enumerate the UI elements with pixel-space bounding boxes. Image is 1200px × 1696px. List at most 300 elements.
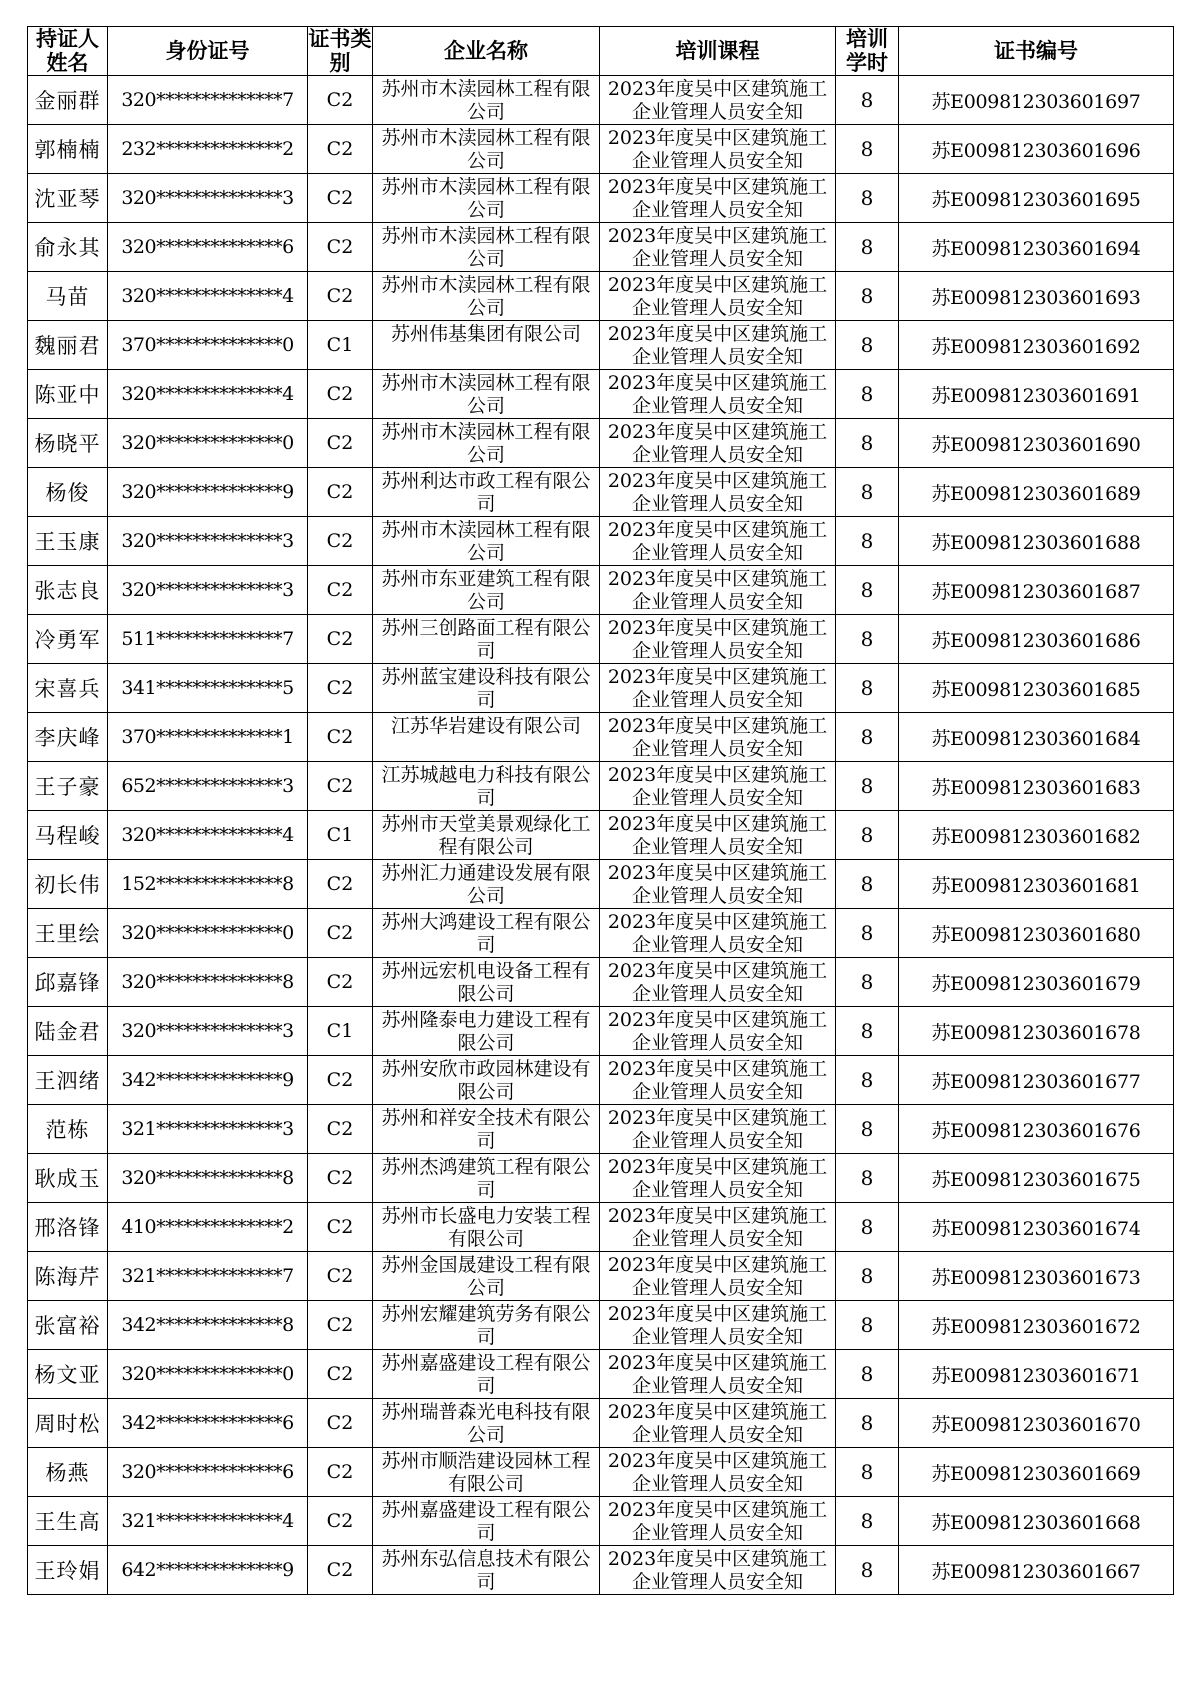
- holder-name-cell: 耿成玉: [28, 1154, 108, 1203]
- hours-cell: 8: [836, 125, 899, 174]
- holder-name-cell: 张富裕: [28, 1301, 108, 1350]
- hours-cell: 8: [836, 566, 899, 615]
- company-cell: [373, 370, 600, 419]
- table-row: [28, 1203, 1174, 1252]
- cert-number-cell: 苏E009812303601674: [899, 1203, 1174, 1252]
- cert-number-cell: 苏E009812303601690: [899, 419, 1174, 468]
- course-text: 2023年度吴中区建筑施工企业管理人员安全知: [607, 714, 828, 760]
- cert-type-cell: C2: [308, 860, 373, 909]
- holder-name-cell: 陈海芹: [28, 1252, 108, 1301]
- hours-cell: 8: [836, 860, 899, 909]
- company-cell: [373, 615, 600, 664]
- cert-type-cell: C2: [308, 370, 373, 419]
- company-text: 苏州市木渎园林工程有限公司: [381, 126, 591, 172]
- hours-cell: 8: [836, 370, 899, 419]
- company-cell: [373, 1056, 600, 1105]
- cert-type-cell: C2: [308, 958, 373, 1007]
- course-cell: [600, 713, 836, 762]
- cert-type-cell: C2: [308, 1252, 373, 1301]
- course-cell: [600, 1105, 836, 1154]
- company-text: 苏州蓝宝建设科技有限公司: [381, 665, 591, 711]
- course-cell: [600, 1350, 836, 1399]
- company-text: 苏州利达市政工程有限公司: [381, 469, 591, 515]
- company-cell: [373, 174, 600, 223]
- company-cell: [373, 958, 600, 1007]
- table-row: [28, 1154, 1174, 1203]
- hours-cell: 8: [836, 1203, 899, 1252]
- course-cell: [600, 1497, 836, 1546]
- cert-type-cell: C2: [308, 909, 373, 958]
- cert-type-cell: C2: [308, 1448, 373, 1497]
- course-cell: [600, 1399, 836, 1448]
- holder-name-cell: 范栋: [28, 1105, 108, 1154]
- company-text: 苏州金国晟建设工程有限公司: [381, 1253, 591, 1299]
- company-cell: [373, 468, 600, 517]
- hours-cell: 8: [836, 419, 899, 468]
- cert-number-cell: 苏E009812303601671: [899, 1350, 1174, 1399]
- cert-number-cell: 苏E009812303601682: [899, 811, 1174, 860]
- course-cell: [600, 958, 836, 1007]
- cert-number-cell: 苏E009812303601670: [899, 1399, 1174, 1448]
- company-cell: [373, 566, 600, 615]
- course-cell: [600, 1203, 836, 1252]
- cert-number-cell: 苏E009812303601676: [899, 1105, 1174, 1154]
- course-cell: [600, 517, 836, 566]
- cert-number-cell: 苏E009812303601678: [899, 1007, 1174, 1056]
- id-number-cell: 652**************3: [108, 762, 308, 811]
- cert-type-cell: C2: [308, 272, 373, 321]
- course-text: 2023年度吴中区建筑施工企业管理人员安全知: [607, 1498, 828, 1544]
- hours-cell: 8: [836, 615, 899, 664]
- course-text: 2023年度吴中区建筑施工企业管理人员安全知: [607, 959, 828, 1005]
- certificate-roster: [27, 26, 1173, 1595]
- cert-type-cell: C2: [308, 174, 373, 223]
- company-cell: [373, 272, 600, 321]
- id-number-cell: 320**************4: [108, 811, 308, 860]
- cert-number-cell: 苏E009812303601673: [899, 1252, 1174, 1301]
- course-text: 2023年度吴中区建筑施工企业管理人员安全知: [607, 420, 828, 466]
- cert-type-cell: C2: [308, 664, 373, 713]
- header-company: 企业名称: [373, 27, 600, 76]
- table-row: [28, 370, 1174, 419]
- id-number-cell: 511**************7: [108, 615, 308, 664]
- holder-name-cell: 王泗绪: [28, 1056, 108, 1105]
- cert-type-cell: C1: [308, 811, 373, 860]
- id-number-cell: 410**************2: [108, 1203, 308, 1252]
- company-cell: [373, 762, 600, 811]
- cert-type-cell: C2: [308, 517, 373, 566]
- cert-type-cell: C2: [308, 1350, 373, 1399]
- id-number-cell: 320**************3: [108, 566, 308, 615]
- hours-cell: 8: [836, 1007, 899, 1056]
- course-text: 2023年度吴中区建筑施工企业管理人员安全知: [607, 469, 828, 515]
- id-number-cell: 320**************8: [108, 1154, 308, 1203]
- id-number-cell: 152**************8: [108, 860, 308, 909]
- company-cell: [373, 1301, 600, 1350]
- course-cell: [600, 860, 836, 909]
- hours-cell: 8: [836, 713, 899, 762]
- course-cell: [600, 909, 836, 958]
- id-number-cell: 642**************9: [108, 1546, 308, 1595]
- cert-number-cell: 苏E009812303601693: [899, 272, 1174, 321]
- id-number-cell: 320**************3: [108, 174, 308, 223]
- hours-cell: 8: [836, 1056, 899, 1105]
- id-number-cell: 320**************0: [108, 1350, 308, 1399]
- hours-cell: 8: [836, 1399, 899, 1448]
- cert-number-cell: 苏E009812303601687: [899, 566, 1174, 615]
- hours-cell: 8: [836, 664, 899, 713]
- cert-number-cell: 苏E009812303601694: [899, 223, 1174, 272]
- holder-name-cell: 邢洛锋: [28, 1203, 108, 1252]
- header-holder-name: 持证人姓名: [28, 27, 108, 76]
- table-row: [28, 664, 1174, 713]
- hours-cell: 8: [836, 909, 899, 958]
- company-text: 苏州市木渎园林工程有限公司: [381, 273, 591, 319]
- hours-cell: 8: [836, 1497, 899, 1546]
- course-text: 2023年度吴中区建筑施工企业管理人员安全知: [607, 1253, 828, 1299]
- course-text: 2023年度吴中区建筑施工企业管理人员安全知: [607, 1302, 828, 1348]
- company-cell: [373, 1350, 600, 1399]
- holder-name-cell: 俞永其: [28, 223, 108, 272]
- course-text: 2023年度吴中区建筑施工企业管理人员安全知: [607, 1008, 828, 1054]
- course-text: 2023年度吴中区建筑施工企业管理人员安全知: [607, 1204, 828, 1250]
- hours-cell: 8: [836, 1105, 899, 1154]
- cert-number-cell: 苏E009812303601667: [899, 1546, 1174, 1595]
- table-row: [28, 1105, 1174, 1154]
- holder-name-cell: 冷勇军: [28, 615, 108, 664]
- holder-name-cell: 杨俊: [28, 468, 108, 517]
- cert-type-cell: C2: [308, 1203, 373, 1252]
- course-cell: [600, 321, 836, 370]
- hours-cell: 8: [836, 1350, 899, 1399]
- hours-cell: 8: [836, 1448, 899, 1497]
- course-cell: [600, 272, 836, 321]
- company-text: 苏州杰鸿建筑工程有限公司: [381, 1155, 591, 1201]
- company-text: 苏州市顺浩建设园林工程有限公司: [381, 1449, 591, 1495]
- cert-number-cell: 苏E009812303601680: [899, 909, 1174, 958]
- cert-number-cell: 苏E009812303601681: [899, 860, 1174, 909]
- company-cell: [373, 811, 600, 860]
- company-text: 苏州汇力通建设发展有限公司: [381, 861, 591, 907]
- company-text: 苏州市木渎园林工程有限公司: [381, 175, 591, 221]
- course-cell: [600, 1007, 836, 1056]
- table-row: [28, 1399, 1174, 1448]
- company-cell: [373, 1399, 600, 1448]
- course-cell: [600, 1056, 836, 1105]
- hours-cell: 8: [836, 76, 899, 125]
- course-cell: [600, 468, 836, 517]
- cert-type-cell: C2: [308, 1546, 373, 1595]
- course-cell: [600, 1252, 836, 1301]
- table-row: [28, 419, 1174, 468]
- id-number-cell: 320**************7: [108, 76, 308, 125]
- hours-cell: 8: [836, 1546, 899, 1595]
- course-text: 2023年度吴中区建筑施工企业管理人员安全知: [607, 518, 828, 564]
- course-text: 2023年度吴中区建筑施工企业管理人员安全知: [607, 1449, 828, 1495]
- holder-name-cell: 王里绘: [28, 909, 108, 958]
- company-cell: [373, 1448, 600, 1497]
- hours-cell: 8: [836, 958, 899, 1007]
- course-text: 2023年度吴中区建筑施工企业管理人员安全知: [607, 1057, 828, 1103]
- holder-name-cell: 马苗: [28, 272, 108, 321]
- company-text: 苏州大鸿建设工程有限公司: [381, 910, 591, 956]
- table-row: [28, 1056, 1174, 1105]
- table-row: [28, 174, 1174, 223]
- company-cell: [373, 76, 600, 125]
- company-text: 苏州市木渎园林工程有限公司: [381, 77, 591, 123]
- holder-name-cell: 马程峻: [28, 811, 108, 860]
- holder-name-cell: 魏丽君: [28, 321, 108, 370]
- course-text: 2023年度吴中区建筑施工企业管理人员安全知: [607, 1547, 828, 1593]
- table-row: [28, 762, 1174, 811]
- holder-name-cell: 陆金君: [28, 1007, 108, 1056]
- cert-type-cell: C2: [308, 1497, 373, 1546]
- course-text: 2023年度吴中区建筑施工企业管理人员安全知: [607, 1155, 828, 1201]
- company-cell: [373, 517, 600, 566]
- company-text: 苏州市东亚建筑工程有限公司: [381, 567, 591, 613]
- cert-type-cell: C2: [308, 713, 373, 762]
- table-row: [28, 272, 1174, 321]
- cert-number-cell: 苏E009812303601697: [899, 76, 1174, 125]
- hours-cell: 8: [836, 811, 899, 860]
- course-text: 2023年度吴中区建筑施工企业管理人员安全知: [607, 812, 828, 858]
- holder-name-cell: 王生高: [28, 1497, 108, 1546]
- holder-name-cell: 沈亚琴: [28, 174, 108, 223]
- table-row: [28, 1301, 1174, 1350]
- course-text: 2023年度吴中区建筑施工企业管理人员安全知: [607, 861, 828, 907]
- cert-number-cell: 苏E009812303601668: [899, 1497, 1174, 1546]
- course-text: 2023年度吴中区建筑施工企业管理人员安全知: [607, 371, 828, 417]
- company-text: 苏州嘉盛建设工程有限公司: [381, 1498, 591, 1544]
- hours-cell: 8: [836, 1252, 899, 1301]
- course-cell: [600, 370, 836, 419]
- company-text: 苏州市天堂美景观绿化工程有限公司: [381, 812, 591, 858]
- company-cell: [373, 1546, 600, 1595]
- id-number-cell: 320**************6: [108, 223, 308, 272]
- cert-type-cell: C2: [308, 1105, 373, 1154]
- table-row: [28, 909, 1174, 958]
- company-text: 苏州宏耀建筑劳务有限公司: [381, 1302, 591, 1348]
- course-text: 2023年度吴中区建筑施工企业管理人员安全知: [607, 616, 828, 662]
- course-cell: [600, 1154, 836, 1203]
- holder-name-cell: 邱嘉锋: [28, 958, 108, 1007]
- course-text: 2023年度吴中区建筑施工企业管理人员安全知: [607, 77, 828, 123]
- table-row: [28, 713, 1174, 762]
- table-row: [28, 958, 1174, 1007]
- id-number-cell: 321**************7: [108, 1252, 308, 1301]
- table-row: [28, 468, 1174, 517]
- course-cell: [600, 1546, 836, 1595]
- id-number-cell: 370**************1: [108, 713, 308, 762]
- id-number-cell: 342**************8: [108, 1301, 308, 1350]
- course-text: 2023年度吴中区建筑施工企业管理人员安全知: [607, 665, 828, 711]
- id-number-cell: 232**************2: [108, 125, 308, 174]
- company-cell: [373, 125, 600, 174]
- cert-type-cell: C2: [308, 76, 373, 125]
- table-row: [28, 566, 1174, 615]
- hours-cell: 8: [836, 174, 899, 223]
- course-text: 2023年度吴中区建筑施工企业管理人员安全知: [607, 1351, 828, 1397]
- course-text: 2023年度吴中区建筑施工企业管理人员安全知: [607, 126, 828, 172]
- company-text: 苏州嘉盛建设工程有限公司: [381, 1351, 591, 1397]
- holder-name-cell: 周时松: [28, 1399, 108, 1448]
- id-number-cell: 342**************9: [108, 1056, 308, 1105]
- course-cell: [600, 1301, 836, 1350]
- hours-cell: 8: [836, 1154, 899, 1203]
- id-number-cell: 370**************0: [108, 321, 308, 370]
- cert-number-cell: 苏E009812303601669: [899, 1448, 1174, 1497]
- company-text: 苏州市木渎园林工程有限公司: [381, 518, 591, 564]
- company-cell: [373, 860, 600, 909]
- id-number-cell: 320**************4: [108, 272, 308, 321]
- cert-number-cell: 苏E009812303601691: [899, 370, 1174, 419]
- table-row: [28, 223, 1174, 272]
- cert-number-cell: 苏E009812303601686: [899, 615, 1174, 664]
- company-cell: [373, 321, 600, 370]
- header-row: [28, 27, 1174, 76]
- cert-number-cell: 苏E009812303601685: [899, 664, 1174, 713]
- company-text: 江苏华岩建设有限公司: [390, 714, 581, 737]
- id-number-cell: 320**************4: [108, 370, 308, 419]
- holder-name-cell: 郭楠楠: [28, 125, 108, 174]
- table-row: [28, 517, 1174, 566]
- course-cell: [600, 615, 836, 664]
- hours-cell: 8: [836, 762, 899, 811]
- company-text: 苏州远宏机电设备工程有限公司: [381, 959, 591, 1005]
- id-number-cell: 320**************0: [108, 419, 308, 468]
- course-text: 2023年度吴中区建筑施工企业管理人员安全知: [607, 763, 828, 809]
- table-row: [28, 321, 1174, 370]
- cert-type-cell: C2: [308, 468, 373, 517]
- holder-name-cell: 杨燕: [28, 1448, 108, 1497]
- holder-name-cell: 杨文亚: [28, 1350, 108, 1399]
- header-cert-number: 证书编号: [899, 27, 1174, 76]
- hours-cell: 8: [836, 1301, 899, 1350]
- cert-number-cell: 苏E009812303601675: [899, 1154, 1174, 1203]
- course-cell: [600, 125, 836, 174]
- id-number-cell: 320**************3: [108, 1007, 308, 1056]
- cert-number-cell: 苏E009812303601684: [899, 713, 1174, 762]
- cert-type-cell: C1: [308, 1007, 373, 1056]
- id-number-cell: 341**************5: [108, 664, 308, 713]
- cert-number-cell: 苏E009812303601679: [899, 958, 1174, 1007]
- course-cell: [600, 566, 836, 615]
- course-text: 2023年度吴中区建筑施工企业管理人员安全知: [607, 910, 828, 956]
- cert-type-cell: C2: [308, 615, 373, 664]
- table-row: [28, 1497, 1174, 1546]
- table-row: [28, 125, 1174, 174]
- company-text: 苏州伟基集团有限公司: [390, 322, 581, 345]
- company-text: 江苏城越电力科技有限公司: [381, 763, 591, 809]
- company-text: 苏州和祥安全技术有限公司: [381, 1106, 591, 1152]
- company-cell: [373, 1007, 600, 1056]
- company-cell: [373, 664, 600, 713]
- holder-name-cell: 金丽群: [28, 76, 108, 125]
- table-row: [28, 1007, 1174, 1056]
- company-cell: [373, 223, 600, 272]
- cert-type-cell: C2: [308, 125, 373, 174]
- course-cell: [600, 76, 836, 125]
- company-text: 苏州市木渎园林工程有限公司: [381, 371, 591, 417]
- company-text: 苏州市木渎园林工程有限公司: [381, 224, 591, 270]
- course-text: 2023年度吴中区建筑施工企业管理人员安全知: [607, 273, 828, 319]
- holder-name-cell: 张志良: [28, 566, 108, 615]
- course-cell: [600, 1448, 836, 1497]
- cert-number-cell: 苏E009812303601672: [899, 1301, 1174, 1350]
- id-number-cell: 320**************3: [108, 517, 308, 566]
- cert-type-cell: C2: [308, 762, 373, 811]
- course-text: 2023年度吴中区建筑施工企业管理人员安全知: [607, 224, 828, 270]
- company-cell: [373, 713, 600, 762]
- cert-type-cell: C2: [308, 223, 373, 272]
- company-text: 苏州隆泰电力建设工程有限公司: [381, 1008, 591, 1054]
- roster-table: [27, 26, 1174, 1595]
- company-cell: [373, 1105, 600, 1154]
- company-cell: [373, 1497, 600, 1546]
- hours-cell: 8: [836, 517, 899, 566]
- company-text: 苏州三创路面工程有限公司: [381, 616, 591, 662]
- cert-number-cell: 苏E009812303601695: [899, 174, 1174, 223]
- holder-name-cell: 李庆峰: [28, 713, 108, 762]
- course-text: 2023年度吴中区建筑施工企业管理人员安全知: [607, 1106, 828, 1152]
- course-cell: [600, 223, 836, 272]
- cert-type-cell: C2: [308, 1056, 373, 1105]
- cert-number-cell: 苏E009812303601689: [899, 468, 1174, 517]
- company-cell: [373, 1154, 600, 1203]
- company-cell: [373, 1252, 600, 1301]
- company-text: 苏州安欣市政园林建设有限公司: [381, 1057, 591, 1103]
- cert-type-cell: C2: [308, 566, 373, 615]
- hours-cell: 8: [836, 272, 899, 321]
- table-row: [28, 76, 1174, 125]
- holder-name-cell: 王玲娟: [28, 1546, 108, 1595]
- course-text: 2023年度吴中区建筑施工企业管理人员安全知: [607, 567, 828, 613]
- course-cell: [600, 664, 836, 713]
- header-id-number: 身份证号: [108, 27, 308, 76]
- table-row: [28, 860, 1174, 909]
- company-cell: [373, 1203, 600, 1252]
- company-text: 苏州市木渎园林工程有限公司: [381, 420, 591, 466]
- holder-name-cell: 王子豪: [28, 762, 108, 811]
- table-row: [28, 811, 1174, 860]
- course-text: 2023年度吴中区建筑施工企业管理人员安全知: [607, 322, 828, 368]
- table-row: [28, 1448, 1174, 1497]
- holder-name-cell: 初长伟: [28, 860, 108, 909]
- id-number-cell: 320**************8: [108, 958, 308, 1007]
- course-cell: [600, 419, 836, 468]
- hours-cell: 8: [836, 223, 899, 272]
- id-number-cell: 320**************6: [108, 1448, 308, 1497]
- table-row: [28, 1546, 1174, 1595]
- course-text: 2023年度吴中区建筑施工企业管理人员安全知: [607, 1400, 828, 1446]
- holder-name-cell: 杨晓平: [28, 419, 108, 468]
- header-cert-type: 证书类别: [308, 27, 372, 75]
- cert-type-cell: C1: [308, 321, 373, 370]
- cert-type-cell: C2: [308, 1399, 373, 1448]
- cert-number-cell: 苏E009812303601677: [899, 1056, 1174, 1105]
- company-cell: [373, 419, 600, 468]
- table-row: [28, 1252, 1174, 1301]
- course-cell: [600, 762, 836, 811]
- id-number-cell: 321**************4: [108, 1497, 308, 1546]
- header-hours: 培训学时: [836, 27, 899, 76]
- cert-number-cell: 苏E009812303601692: [899, 321, 1174, 370]
- company-cell: [373, 909, 600, 958]
- cert-type-cell: C2: [308, 1301, 373, 1350]
- holder-name-cell: 王玉康: [28, 517, 108, 566]
- cert-number-cell: 苏E009812303601688: [899, 517, 1174, 566]
- company-text: 苏州瑞普森光电科技有限公司: [381, 1400, 591, 1446]
